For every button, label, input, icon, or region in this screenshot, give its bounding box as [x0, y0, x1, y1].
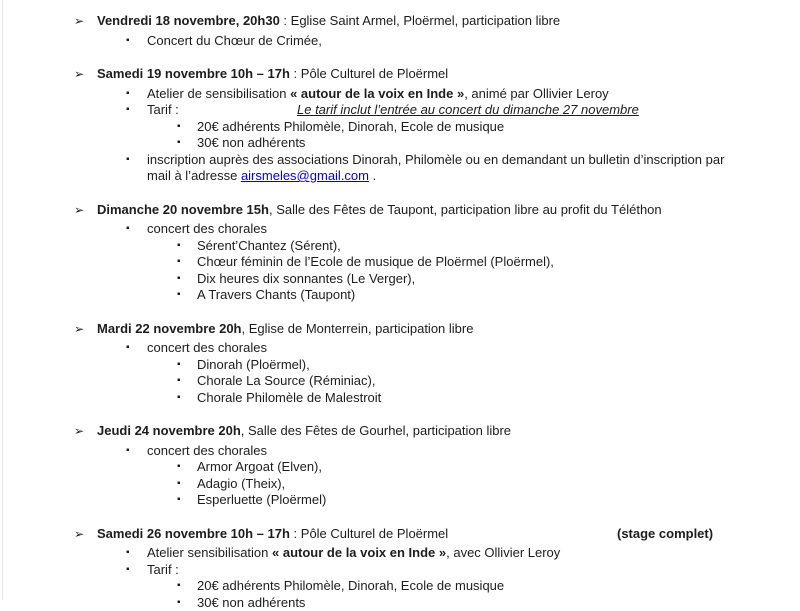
detail-text: Atelier de sensibilisation	[147, 86, 290, 101]
event-location: : Pôle Culturel de Ploërmel	[290, 66, 448, 81]
square-bullet-icon: ▪	[177, 287, 181, 304]
detail-text: .	[369, 168, 376, 183]
workshop-name: « autour de la voix en Inde »	[272, 545, 446, 560]
event-location: : Eglise Saint Armel, Ploërmel, participation libre	[280, 13, 560, 28]
square-bullet-icon: ▪	[126, 152, 130, 169]
square-bullet-icon: ▪	[177, 271, 181, 288]
chorale-name: Adagio (Theix),	[197, 476, 285, 491]
event-date: Vendredi 18 novembre, 20h30	[97, 13, 280, 28]
chorale-item	[0, 254, 750, 271]
chorale-name: A Travers Chants (Taupont)	[197, 287, 355, 302]
square-bullet-icon: ▪	[177, 578, 181, 595]
detail-text: Atelier sensibilisation	[147, 545, 272, 560]
event-date: Jeudi 24 novembre 20h	[97, 423, 241, 438]
chorale-name: Chorale La Source (Réminiac),	[197, 373, 375, 388]
square-bullet-icon: ▪	[126, 545, 130, 562]
event-detail-atelier	[0, 86, 750, 103]
workshop-name: « autour de la voix en Inde »	[290, 86, 464, 101]
tarif-item	[0, 578, 750, 595]
tarif-item-text: 30€ non adhérents	[197, 135, 305, 150]
tarif-item	[0, 119, 750, 136]
event-heading	[0, 321, 750, 338]
event-heading	[0, 13, 750, 30]
event-heading	[0, 423, 750, 440]
event-dimanche-20	[0, 202, 750, 304]
tarif-label: Tarif :	[147, 102, 179, 117]
square-bullet-icon: ▪	[177, 595, 181, 611]
chorale-item	[0, 357, 750, 374]
square-bullet-icon: ▪	[177, 390, 181, 407]
tarif-item	[0, 595, 750, 611]
event-location: : Pôle Culturel de Ploërmel	[290, 526, 448, 541]
detail-text: , avec Ollivier Leroy	[446, 545, 560, 560]
event-detail-inscription	[0, 152, 750, 185]
chorale-item	[0, 287, 750, 304]
chorale-item	[0, 492, 750, 509]
arrow-bullet-icon: ➢	[74, 526, 84, 543]
tarif-note: Le tarif inclut l’entrée au concert du dimanche 27 novembre	[297, 102, 639, 119]
event-detail-atelier	[0, 545, 750, 562]
square-bullet-icon: ▪	[126, 443, 130, 460]
detail-text: , animé par Ollivier Leroy	[464, 86, 609, 101]
email-link[interactable]: airsmeles@gmail.com	[241, 168, 369, 183]
square-bullet-icon: ▪	[126, 221, 130, 238]
event-samedi-26	[0, 526, 750, 611]
chorale-name: Dinorah (Ploërmel),	[197, 357, 310, 372]
chorale-name: Armor Argoat (Elven),	[197, 459, 322, 474]
event-location: , Salle des Fêtes de Gourhel, participation libre	[241, 423, 511, 438]
square-bullet-icon: ▪	[126, 86, 130, 103]
event-detail	[0, 221, 750, 238]
event-date: Dimanche 20 novembre 15h	[97, 202, 269, 217]
chorale-item	[0, 373, 750, 390]
event-jeudi-24	[0, 423, 750, 509]
arrow-bullet-icon: ➢	[74, 66, 84, 83]
detail-text: inscription auprès des associations Dinorah, Philomèle ou en demandant un bulletin d’inscription par mail à l’adresse	[147, 152, 724, 184]
square-bullet-icon: ▪	[177, 476, 181, 493]
square-bullet-icon: ▪	[126, 102, 130, 119]
tarif-item-text: 20€ adhérents Philomèle, Dinorah, Ecole de musique	[197, 119, 504, 134]
chorale-name: Chorale Philomèle de Malestroit	[197, 390, 381, 405]
event-detail	[0, 340, 750, 357]
chorale-name: Esperluette (Ploërmel)	[197, 492, 326, 507]
chorale-item	[0, 476, 750, 493]
event-detail-tarif	[0, 562, 750, 579]
event-samedi-19	[0, 66, 750, 185]
square-bullet-icon: ▪	[177, 238, 181, 255]
chorale-item	[0, 271, 750, 288]
square-bullet-icon: ▪	[177, 492, 181, 509]
square-bullet-icon: ▪	[177, 373, 181, 390]
event-date: Samedi 19 novembre 10h – 17h	[97, 66, 290, 81]
event-detail-tarif	[0, 102, 750, 119]
event-mardi-22	[0, 321, 750, 407]
arrow-bullet-icon: ➢	[74, 202, 84, 219]
arrow-bullet-icon: ➢	[74, 423, 84, 440]
tarif-label: Tarif :	[147, 562, 179, 577]
chorale-name: Dix heures dix sonnantes (Le Verger),	[197, 271, 415, 286]
chorale-item	[0, 238, 750, 255]
event-heading	[0, 202, 750, 219]
square-bullet-icon: ▪	[177, 357, 181, 374]
arrow-bullet-icon: ➢	[74, 13, 84, 30]
event-heading	[0, 526, 750, 543]
tarif-item	[0, 135, 750, 152]
event-detail	[0, 33, 750, 50]
arrow-bullet-icon: ➢	[74, 321, 84, 338]
event-location: , Eglise de Monterrein, participation libre	[242, 321, 474, 336]
square-bullet-icon: ▪	[177, 254, 181, 271]
detail-text: concert des chorales	[147, 221, 267, 236]
tarif-item-text: 30€ non adhérents	[197, 595, 305, 610]
tarif-item-text: 20€ adhérents Philomèle, Dinorah, Ecole de musique	[197, 578, 504, 593]
detail-text: concert des chorales	[147, 340, 267, 355]
square-bullet-icon: ▪	[177, 135, 181, 152]
detail-text: Concert du Chœur de Crimée,	[147, 33, 322, 48]
event-date: Samedi 26 novembre 10h – 17h	[97, 526, 290, 541]
square-bullet-icon: ▪	[126, 33, 130, 50]
detail-text: concert des chorales	[147, 443, 267, 458]
chorale-name: Sérent’Chantez (Sérent),	[197, 238, 341, 253]
chorale-item	[0, 459, 750, 476]
stage-complet-note: (stage complet)	[617, 526, 713, 543]
square-bullet-icon: ▪	[126, 340, 130, 357]
event-date: Mardi 22 novembre 20h	[97, 321, 242, 336]
chorale-item	[0, 390, 750, 407]
event-vendredi-18	[0, 13, 750, 49]
event-detail	[0, 443, 750, 460]
event-heading	[0, 66, 750, 83]
square-bullet-icon: ▪	[177, 459, 181, 476]
square-bullet-icon: ▪	[177, 119, 181, 136]
chorale-name: Chœur féminin de l’Ecole de musique de Ploërmel (Ploërmel),	[197, 254, 554, 269]
event-location: , Salle des Fêtes de Taupont, participation libre au profit du Téléthon	[269, 202, 662, 217]
square-bullet-icon: ▪	[126, 562, 130, 579]
